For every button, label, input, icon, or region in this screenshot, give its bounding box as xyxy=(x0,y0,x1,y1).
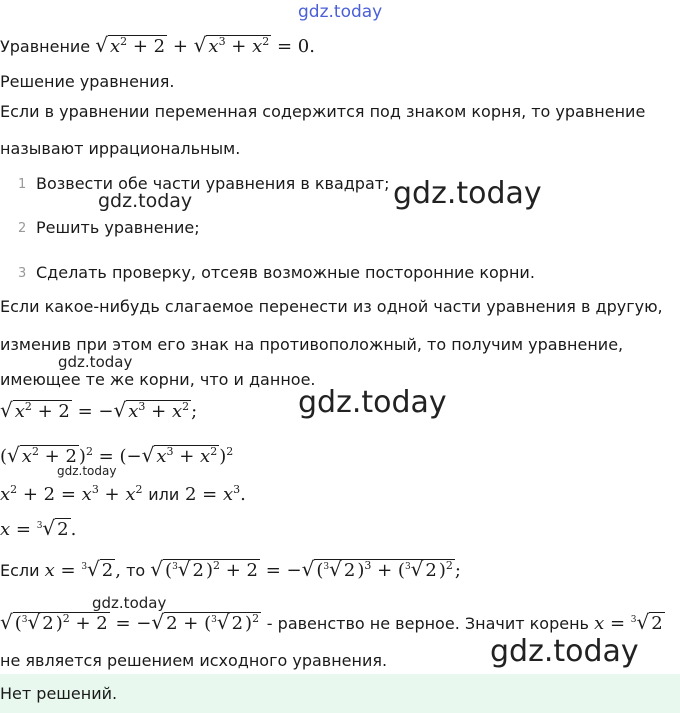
watermark: gdz.today xyxy=(98,190,193,212)
step-number: 3 xyxy=(18,266,27,281)
watermark: gdz.today xyxy=(393,176,542,211)
equation-simplified: $x^2 + 2 = x^3 + x^2$ или $2 = x^3$. xyxy=(0,483,246,505)
answer-text: Нет решений. xyxy=(0,684,118,703)
watermark: gdz.today xyxy=(298,385,447,420)
equation-moved: √ $x^2 + 2$ = −√ $x^3 + x^2$ ; xyxy=(0,398,198,422)
intro-line: называют иррациональным. xyxy=(0,139,241,158)
answer-box xyxy=(0,674,680,713)
step-item: Решить уравнение; xyxy=(36,218,200,237)
watermark-top: gdz.today xyxy=(298,2,383,22)
task-line xyxy=(0,33,315,57)
watermark: gdz.today xyxy=(490,634,639,669)
check-line: Если x = $^3$√ 2 , то √ ($^3$√ 2 )$^2$ + 2 = −√ ($^3$√ 2 )$^3$ + ($^3$√ 2 )$^2$ ; xyxy=(0,557,461,581)
equation-root: x = $^3$√ 2 . xyxy=(0,516,77,540)
step-item: Возвести обе части уравнения в квадрат; xyxy=(36,174,390,193)
step-item: Сделать проверку, отсеяв возможные посторонние корни. xyxy=(36,263,535,282)
rule-line: имеющее те же корни, что и данное. xyxy=(0,370,316,389)
solution-heading: Решение уравнения. xyxy=(0,72,175,91)
rule-line: Если какое-нибудь слагаемое перенести из одной части уравнения в другую, xyxy=(0,297,663,316)
check-result-line: √ ($^3$√ 2 )$^2$ + 2 = −√ 2 + ($^3$√ 2 )$^2$ - равенство не верное. Значит корень x = $^3$√ 2 xyxy=(0,610,663,634)
rule-line: изменив при этом его знак на противоположный, то получим уравнение, xyxy=(0,335,624,354)
watermark: gdz.today xyxy=(92,594,167,612)
step-number: 2 xyxy=(18,221,27,236)
not-solution-line: не является решением исходного уравнения. xyxy=(0,651,388,670)
intro-line: Если в уравнении переменная содержится под знаком корня, то уравнение xyxy=(0,102,646,121)
watermark: gdz.today xyxy=(57,464,117,478)
task-equation: √ $x^2 + 2$ + √ $x^3 + x^2 = 0$. xyxy=(95,33,315,57)
step-number: 1 xyxy=(18,177,27,192)
task-prefix: Уравнение xyxy=(0,37,91,56)
watermark: gdz.today xyxy=(58,353,133,371)
equation-squared: (√ $x^2 + 2$ )$^2$ = (−√ $x^3 + x^2$ )$^2$ xyxy=(0,443,234,467)
